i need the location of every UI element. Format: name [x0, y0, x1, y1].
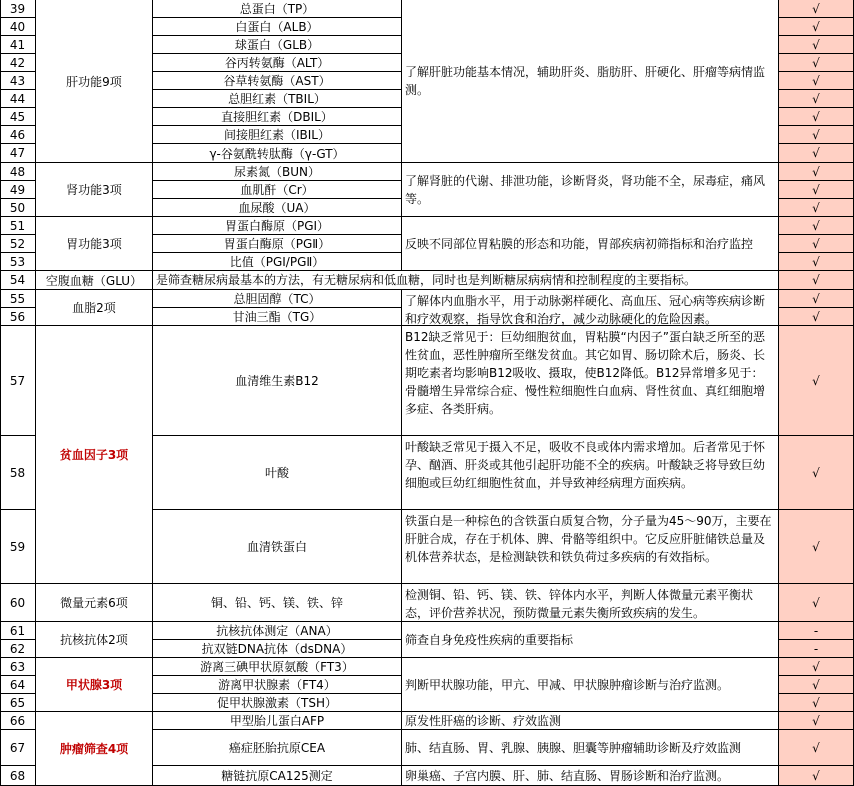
included-mark-cell[interactable]: √ [779, 126, 854, 144]
test-item-cell: 尿素氮（BUN） [153, 163, 402, 181]
test-item-cell: 总蛋白（TP） [153, 0, 402, 18]
test-item-cell: 铜、铅、钙、镁、铁、锌 [153, 584, 402, 622]
group-cell: 血脂2项 [36, 290, 153, 326]
test-item-cell: 抗双链DNA抗体（dsDNA） [153, 640, 402, 658]
included-mark-cell[interactable]: √ [779, 199, 854, 217]
test-item-cell: 白蛋白（ALB） [153, 18, 402, 36]
row-number: 62 [0, 640, 36, 658]
test-item-cell: 球蛋白（GLB） [153, 36, 402, 54]
group-cell: 贫血因子3项 [36, 326, 153, 584]
description-cell: 判断甲状腺功能，甲亢、甲减、甲状腺肿瘤诊断与治疗监测。 [402, 658, 779, 712]
included-mark-cell[interactable]: - [779, 622, 854, 640]
description-cell: 反映不同部位胃粘膜的形态和功能，胃部疾病初筛指标和治疗监控 [402, 217, 779, 271]
row-number: 60 [0, 584, 36, 622]
included-mark-cell[interactable]: √ [779, 766, 854, 786]
row-number: 47 [0, 144, 36, 163]
group-cell-glu: 空腹血糖（GLU） [36, 271, 153, 290]
row-number: 48 [0, 163, 36, 181]
test-item-cell: 甲型胎儿蛋白AFP [153, 712, 402, 730]
test-item-cell: 总胆固醇（TC） [153, 290, 402, 308]
included-mark-cell[interactable]: √ [779, 181, 854, 199]
test-item-cell: 总胆红素（TBIL） [153, 90, 402, 108]
included-mark-cell[interactable]: √ [779, 730, 854, 766]
row-number: 45 [0, 108, 36, 126]
test-item-cell: 血清铁蛋白 [153, 510, 402, 584]
included-mark-cell[interactable]: √ [779, 36, 854, 54]
test-item-cell: 癌症胚胎抗原CEA [153, 730, 402, 766]
row-number: 55 [0, 290, 36, 308]
description-cell: B12缺乏常见于：巨幼细胞贫血，胃粘膜“内因子”蛋白缺乏所至的恶性贫血，恶性肿瘤所至继发贫血。其它如胃、肠切除术后，肠炎、长期吃素者均影响B12吸收、摄取，使B12降低。B12异常增多见于：骨髓增生异常综合症、慢性粒细胞性白血病、肾性贫血、真红细胞增多症、各类肝病。 [402, 326, 779, 436]
included-mark-cell[interactable]: √ [779, 436, 854, 510]
included-mark-cell[interactable]: √ [779, 326, 854, 436]
description-cell: 叶酸缺乏常见于摄入不足，吸收不良或体内需求增加。后者常见于怀孕、酗酒、肝炎或其他引起肝功能不全的疾病。叶酸缺乏将导致巨幼细胞或巨幼红细胞性贫血，并导致神经病理方面疾病。 [402, 436, 779, 510]
test-item-cell: 游离甲状腺素（FT4） [153, 676, 402, 694]
group-cell: 胃功能3项 [36, 217, 153, 271]
description-cell: 肺、结直肠、胃、乳腺、胰腺、胆囊等肿瘤辅助诊断及疗效监测 [402, 730, 779, 766]
row-number: 54 [0, 271, 36, 290]
included-mark-cell[interactable]: √ [779, 308, 854, 326]
test-item-cell: 直接胆红素（DBIL） [153, 108, 402, 126]
group-cell: 抗核抗体2项 [36, 622, 153, 658]
description-cell: 检测铜、铅、钙、镁、铁、锌体内水平，判断人体微量元素平衡状态，评价营养状况，预防微量元素失衡所致疾病的发生。 [402, 584, 779, 622]
row-number: 57 [0, 326, 36, 436]
test-item-cell: 间接胆红素（IBIL） [153, 126, 402, 144]
included-mark-cell[interactable]: √ [779, 235, 854, 253]
test-item-cell: 谷草转氨酶（AST） [153, 72, 402, 90]
group-cell: 肝功能9项 [36, 0, 153, 163]
included-mark-cell[interactable]: √ [779, 253, 854, 271]
test-item-cell: 叶酸 [153, 436, 402, 510]
test-item-cell: 甘油三酯（TG） [153, 308, 402, 326]
row-number: 41 [0, 36, 36, 54]
included-mark-cell[interactable]: √ [779, 144, 854, 163]
description-cell: 卵巢癌、子宫内膜、肝、肺、结直肠、胃肠诊断和治疗监测。 [402, 766, 779, 786]
included-mark-cell[interactable]: √ [779, 676, 854, 694]
group-cell: 肿瘤筛查4项 [36, 712, 153, 786]
row-number: 40 [0, 18, 36, 36]
row-number: 50 [0, 199, 36, 217]
row-number: 59 [0, 510, 36, 584]
test-item-cell: 血尿酸（UA） [153, 199, 402, 217]
included-mark-cell[interactable]: √ [779, 584, 854, 622]
description-cell: 筛查自身免疫性疾病的重要指标 [402, 622, 779, 658]
test-item-cell: 游离三碘甲状原氨酸（FT3） [153, 658, 402, 676]
included-mark-cell[interactable]: √ [779, 694, 854, 712]
row-number: 43 [0, 72, 36, 90]
row-number: 39 [0, 0, 36, 18]
description-cell: 铁蛋白是一种棕色的含铁蛋白质复合物，分子量为45～90万，主要在肝脏合成，存在于机体、脾、骨骼等组织中。它反应肝脏储铁总量及机体营养状态，是检测缺铁和铁负荷过多疾病的有效指标。 [402, 510, 779, 584]
included-mark-cell[interactable]: √ [779, 90, 854, 108]
row-number: 44 [0, 90, 36, 108]
test-item-cell: 胃蛋白酶原（PGⅠ） [153, 217, 402, 235]
test-item-cell: 抗核抗体测定（ANA） [153, 622, 402, 640]
included-mark-cell[interactable]: √ [779, 72, 854, 90]
test-item-cell: γ-谷氨酰转肽酶（γ-GT） [153, 144, 402, 163]
included-mark-cell[interactable]: √ [779, 658, 854, 676]
included-mark-cell[interactable]: √ [779, 0, 854, 18]
row-number: 66 [0, 712, 36, 730]
test-item-cell: 促甲状腺激素（TSH） [153, 694, 402, 712]
row-number: 65 [0, 694, 36, 712]
description-cell: 原发性肝癌的诊断、疗效监测 [402, 712, 779, 730]
included-mark-cell[interactable]: - [779, 640, 854, 658]
row-number: 51 [0, 217, 36, 235]
group-cell: 微量元素6项 [36, 584, 153, 622]
row-number: 68 [0, 766, 36, 786]
description-cell: 了解体内血脂水平，用于动脉粥样硬化、高血压、冠心病等疾病诊断和疗效观察，指导饮食和治疗，减少动脉硬化的危险因素。 [402, 290, 779, 326]
row-number: 53 [0, 253, 36, 271]
group-cell: 肾功能3项 [36, 163, 153, 217]
included-mark-cell[interactable]: √ [779, 712, 854, 730]
row-number: 56 [0, 308, 36, 326]
group-cell: 甲状腺3项 [36, 658, 153, 712]
test-item-cell: 血清维生素B12 [153, 326, 402, 436]
included-mark-cell[interactable]: √ [779, 510, 854, 584]
included-mark-cell[interactable]: √ [779, 108, 854, 126]
included-mark-cell[interactable]: √ [779, 163, 854, 181]
row-number: 61 [0, 622, 36, 640]
row-number: 63 [0, 658, 36, 676]
test-item-cell: 胃蛋白酶原（PGⅡ） [153, 235, 402, 253]
row-number: 42 [0, 54, 36, 72]
included-mark-cell[interactable]: √ [779, 290, 854, 308]
included-mark-cell[interactable]: √ [779, 18, 854, 36]
row-number: 46 [0, 126, 36, 144]
description-cell: 了解肝脏功能基本情况，辅助肝炎、脂肪肝、肝硬化、肝瘤等病情监测。 [402, 0, 779, 163]
row-number: 58 [0, 436, 36, 510]
description-cell: 是筛查糖尿病最基本的方法，有无糖尿病和低血糖，同时也是判断糖尿病病情和控制程度的主要指标。 [153, 271, 779, 290]
included-mark-cell[interactable]: √ [779, 271, 854, 290]
row-number: 67 [0, 730, 36, 766]
test-item-cell: 谷丙转氨酶（ALT） [153, 54, 402, 72]
included-mark-cell[interactable]: √ [779, 54, 854, 72]
row-number: 49 [0, 181, 36, 199]
included-mark-cell[interactable]: √ [779, 217, 854, 235]
row-number: 52 [0, 235, 36, 253]
test-item-cell: 血肌酐（Cr） [153, 181, 402, 199]
row-number: 64 [0, 676, 36, 694]
test-item-cell: 比值（PGⅠ/PGⅡ） [153, 253, 402, 271]
test-item-cell: 糖链抗原CA125测定 [153, 766, 402, 786]
description-cell: 了解肾脏的代谢、排泄功能，诊断肾炎，肾功能不全，尿毒症，痛风等。 [402, 163, 779, 217]
